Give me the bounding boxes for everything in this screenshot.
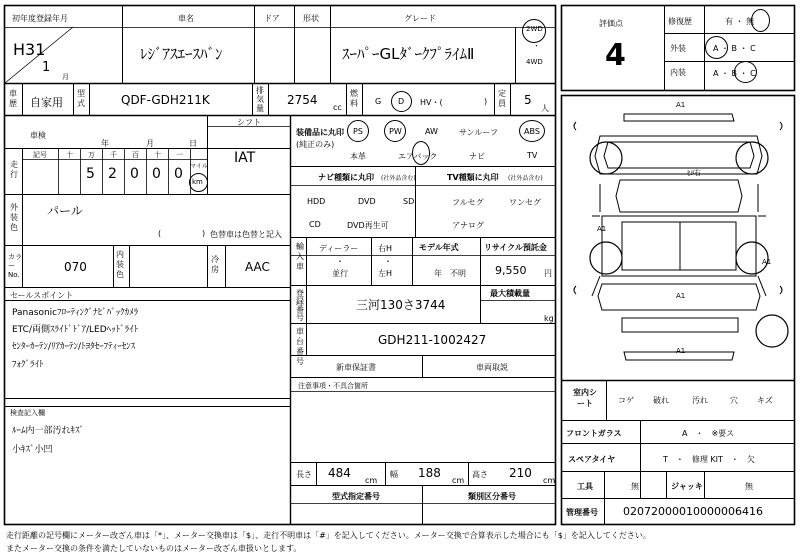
car-name-label: 車名: [178, 14, 194, 23]
car-outline: [574, 114, 782, 360]
tv-type-label: TV種類に丸印: [447, 173, 499, 182]
spare-wheel-icon: [756, 315, 788, 347]
mileage-digit: 0: [152, 166, 161, 182]
mileage-digit: 0: [174, 166, 183, 182]
model-year-value: 年 不明: [434, 269, 466, 278]
first-reg-label: 初年度登録年月: [12, 14, 68, 23]
front-right-wheel-icon: [736, 142, 768, 174]
seat-option: 汚れ: [692, 396, 708, 405]
displacement-label: 排気量: [256, 86, 264, 113]
capacity: 5: [524, 93, 532, 107]
shift-label: シフト: [237, 118, 261, 127]
equipment-leather: 本革: [350, 152, 366, 161]
color-no-label: カラーNo.: [8, 253, 22, 279]
tv-fullseg: フルセグ: [452, 198, 484, 207]
front-left-wheel-icon: [590, 142, 622, 174]
manual-label: 車両取説: [476, 363, 508, 372]
grade: ｽｰﾊﾟｰGLﾀﾞｰｸﾌﾟﾗｲﾑⅡ: [342, 45, 475, 63]
interior-color-label: 内装色: [116, 250, 124, 279]
aircon-label: 冷房: [211, 255, 219, 274]
first-reg-era: H31: [13, 40, 46, 59]
recycle-label: リサイクル預託金: [484, 243, 547, 252]
selected-circle: [734, 61, 757, 83]
model: QDF-GDH211K: [121, 93, 210, 107]
interior-label: 内装: [670, 68, 686, 77]
mileage-digit: 2: [108, 166, 117, 182]
length-label: 長さ: [296, 470, 312, 479]
width: 188: [418, 466, 441, 480]
height: 210: [509, 466, 532, 480]
yen-unit: 円: [544, 269, 552, 278]
inspector-line: 小ｷｽﾞ小凹: [12, 445, 53, 455]
footer-note: またメーター交換の条件を満たしていないものはメーター改ざん車扱いとします。: [6, 544, 302, 553]
mileage-col-header: 百: [132, 151, 139, 159]
equipment-sunroof: サンルーフ: [459, 128, 498, 137]
selected-circle: [347, 120, 369, 142]
height-label: 高さ: [472, 470, 488, 479]
equipment-label2: (純正のみ): [296, 140, 335, 149]
navi-type-label: ナビ種類に丸印: [318, 173, 374, 182]
jack-label: ジャッキ: [671, 482, 703, 491]
selected-circle: [189, 173, 208, 192]
spare-options: T ・ 修理 KIT ・ 欠: [663, 455, 755, 464]
selected-circle: [705, 36, 728, 59]
fuel-hv: HV・(: [420, 98, 443, 107]
usage-label: 車歴: [9, 89, 17, 108]
year-unit: 年: [101, 139, 109, 148]
month-unit: 月: [146, 139, 154, 148]
import-dot: ・: [336, 257, 344, 266]
new-warranty-label: 新車保証書: [336, 363, 376, 372]
exterior-options: A ・ B ・ C: [713, 44, 756, 53]
kg-unit: kg: [544, 314, 554, 323]
color-note-close: ): [202, 229, 206, 238]
cc-unit: cc: [333, 103, 342, 112]
first-reg-month: 1: [42, 60, 51, 75]
mileage-col-header: 十: [66, 151, 73, 159]
notice-label: 注意事項・不具合箇所: [298, 382, 368, 390]
selected-circle: [519, 120, 545, 142]
equipment-abs: ABS: [524, 127, 540, 136]
navi-sd: SD: [403, 197, 415, 206]
sales-points-label: セールスポイント: [10, 291, 74, 300]
day-unit: 日: [189, 139, 197, 148]
interior-options: A ・ B ・ C: [713, 69, 756, 78]
equipment-ps: PS: [353, 127, 363, 136]
km-label: km: [192, 178, 203, 186]
tv-type-note: (社外品含む): [508, 175, 543, 182]
aircon: AAC: [245, 260, 270, 274]
cm-unit: cm: [543, 476, 556, 485]
car-name: ﾚｼﾞｱｽｴｰｽﾊﾞﾝ: [140, 45, 223, 63]
shaken-label: 車検: [30, 131, 46, 140]
seat-option: 破れ: [653, 396, 669, 405]
equipment-navi: ナビ: [469, 152, 485, 161]
eval-label: 評価点: [599, 19, 623, 28]
selected-circle: [522, 19, 546, 43]
drive-4wd: 4WD: [526, 58, 543, 66]
sales-point-line: ﾌｫｸﾞﾗｲﾄ: [12, 360, 44, 370]
tv-oneseg: ワンセグ: [509, 198, 541, 207]
glass-label: フロントガラス: [566, 429, 622, 438]
spare-label: スペアタイヤ: [568, 455, 616, 464]
chassis-no: GDH211-1002427: [378, 333, 487, 347]
equipment-aw: AW: [425, 127, 438, 136]
mileage-col-header: 万: [88, 151, 95, 159]
month-unit: 月: [62, 73, 69, 81]
import-parallel: 並行: [332, 269, 348, 278]
drive-2wd: 2WD: [526, 25, 543, 33]
fuel-d: D: [398, 97, 405, 106]
glass-options: A ・ ※要ス: [682, 429, 735, 438]
mileage-col-header: 十: [154, 151, 161, 159]
width-label: 幅: [390, 470, 398, 479]
shape-label: 形状: [303, 14, 319, 23]
cm-unit: cm: [452, 476, 465, 485]
usage: 自家用: [30, 96, 63, 109]
fuel-g: G: [375, 97, 382, 106]
seat-option: キズ: [757, 396, 773, 405]
rear-left-wheel-icon: [590, 242, 622, 274]
chassis-label: 車台番号: [296, 327, 304, 366]
jack-value: 無: [745, 482, 753, 491]
import-dot: ・: [384, 257, 392, 266]
equipment-airbag: エアバック: [398, 152, 438, 161]
mileage-digit: 5: [86, 166, 95, 182]
color-label: 外装色: [10, 203, 18, 232]
color-note-open: (: [158, 229, 162, 238]
mgmt-no: 02072000010000006416: [623, 505, 763, 518]
mileage-col-header: 記号: [33, 151, 47, 159]
repair-options: 有 ・ 無: [725, 17, 755, 26]
damage-mark: A1: [762, 258, 772, 266]
navi-type-note: (社外品含む): [381, 175, 416, 182]
color: パール: [47, 204, 83, 218]
mileage-label: 走行: [10, 160, 18, 179]
shift: IAT: [234, 150, 256, 166]
inspector-label: 検査記入欄: [10, 409, 45, 417]
damage-mark: A1: [676, 347, 686, 355]
seat-label: 室内シート: [573, 388, 597, 408]
eval-score: 4: [605, 38, 626, 73]
sales-point-line: ETC/両側ｽﾗｲﾄﾞﾄﾞｱ/LEDﾍｯﾄﾞﾗｲﾄ: [12, 325, 139, 335]
damage-mark: ﾋﾖ右: [687, 169, 701, 177]
mileage-col-header: 一: [176, 151, 183, 159]
fuel-close: ): [484, 97, 488, 106]
color-note: 色替車は色替と記入: [210, 230, 282, 239]
tv-analog: アナログ: [452, 221, 484, 230]
tools-value: 無: [631, 482, 639, 491]
mgmt-label: 管理番号: [566, 508, 598, 517]
left-hand-drive: 左H: [378, 269, 393, 278]
drive-dot: ・: [533, 42, 540, 50]
damage-mark: A1: [676, 292, 686, 300]
displacement: 2754: [287, 93, 318, 107]
sales-point-line: Panasonicﾌﾛｰﾃｨﾝｸﾞﾅﾋﾞﾊﾞｯｸｶﾒﾗ: [12, 308, 139, 318]
fuel-label: 燃料: [350, 89, 358, 108]
navi-hdd: HDD: [307, 197, 326, 206]
grade-label: グレード: [404, 14, 436, 23]
class-label: 類別区分番号: [468, 492, 516, 501]
max-load-label: 最大積載量: [490, 289, 530, 298]
exterior-label: 外装: [670, 44, 686, 53]
reg-no: 三河130さ3744: [356, 298, 446, 312]
car-damage-diagram: [562, 96, 794, 380]
recycle-value: 9,550: [495, 264, 527, 277]
equipment-tv: TV: [527, 151, 538, 160]
mileage-digit: 0: [130, 166, 139, 182]
equipment-pw: PW: [389, 127, 402, 136]
footer-note: 走行距離の記号欄にメーター改ざん車は「*」、メーター交換車は「$」、走行不明車は「#」を記入してください。メーター交換で合算表示した場合にも「$」を記入してください。: [6, 531, 651, 540]
reg-no-label: 登録番号: [296, 289, 304, 322]
selected-circle: [384, 120, 406, 142]
mile-label: マイル: [190, 163, 208, 170]
import-dealer: ディーラー: [319, 244, 359, 253]
equipment-label: 装備品に丸印: [296, 128, 344, 137]
model-label: 型式: [77, 89, 85, 108]
navi-cd: CD: [309, 220, 321, 229]
length: 484: [328, 466, 351, 480]
person-unit: 人: [541, 104, 549, 113]
seat-option: 穴: [730, 396, 738, 405]
capacity-label: 定員: [498, 89, 506, 108]
type-cert-label: 型式指定番号: [332, 492, 380, 501]
selected-circle: [391, 91, 412, 112]
repair-label: 修復歴: [668, 17, 692, 26]
navi-dvd-play: DVD再生可: [347, 221, 389, 230]
seat-option: コゲ: [618, 396, 634, 405]
color-no: 070: [64, 260, 87, 274]
model-year-label: モデル年式: [419, 243, 459, 252]
door-label: ドア: [264, 14, 280, 23]
tools-label: 工具: [577, 482, 593, 491]
damage-mark: A1: [676, 101, 686, 109]
right-hand-drive: 右H: [378, 244, 393, 253]
inspector-line: ﾙｰﾑ内一部汚れｷｽﾞ: [12, 426, 85, 436]
sales-point-line: ｾﾝﾀｰｶｰﾃﾝ/ﾘｱｶｰﾃﾝ/ﾄﾖﾀｾｰﾌﾃｨｰｾﾝｽ: [12, 342, 136, 352]
cm-unit: cm: [365, 476, 378, 485]
damage-mark: A1: [597, 225, 607, 233]
mileage-col-header: 千: [110, 151, 117, 159]
selected-circle: [412, 141, 430, 165]
import-label: 輸入車: [296, 242, 304, 271]
selected-circle: [751, 9, 770, 32]
navi-dvd: DVD: [358, 197, 376, 206]
